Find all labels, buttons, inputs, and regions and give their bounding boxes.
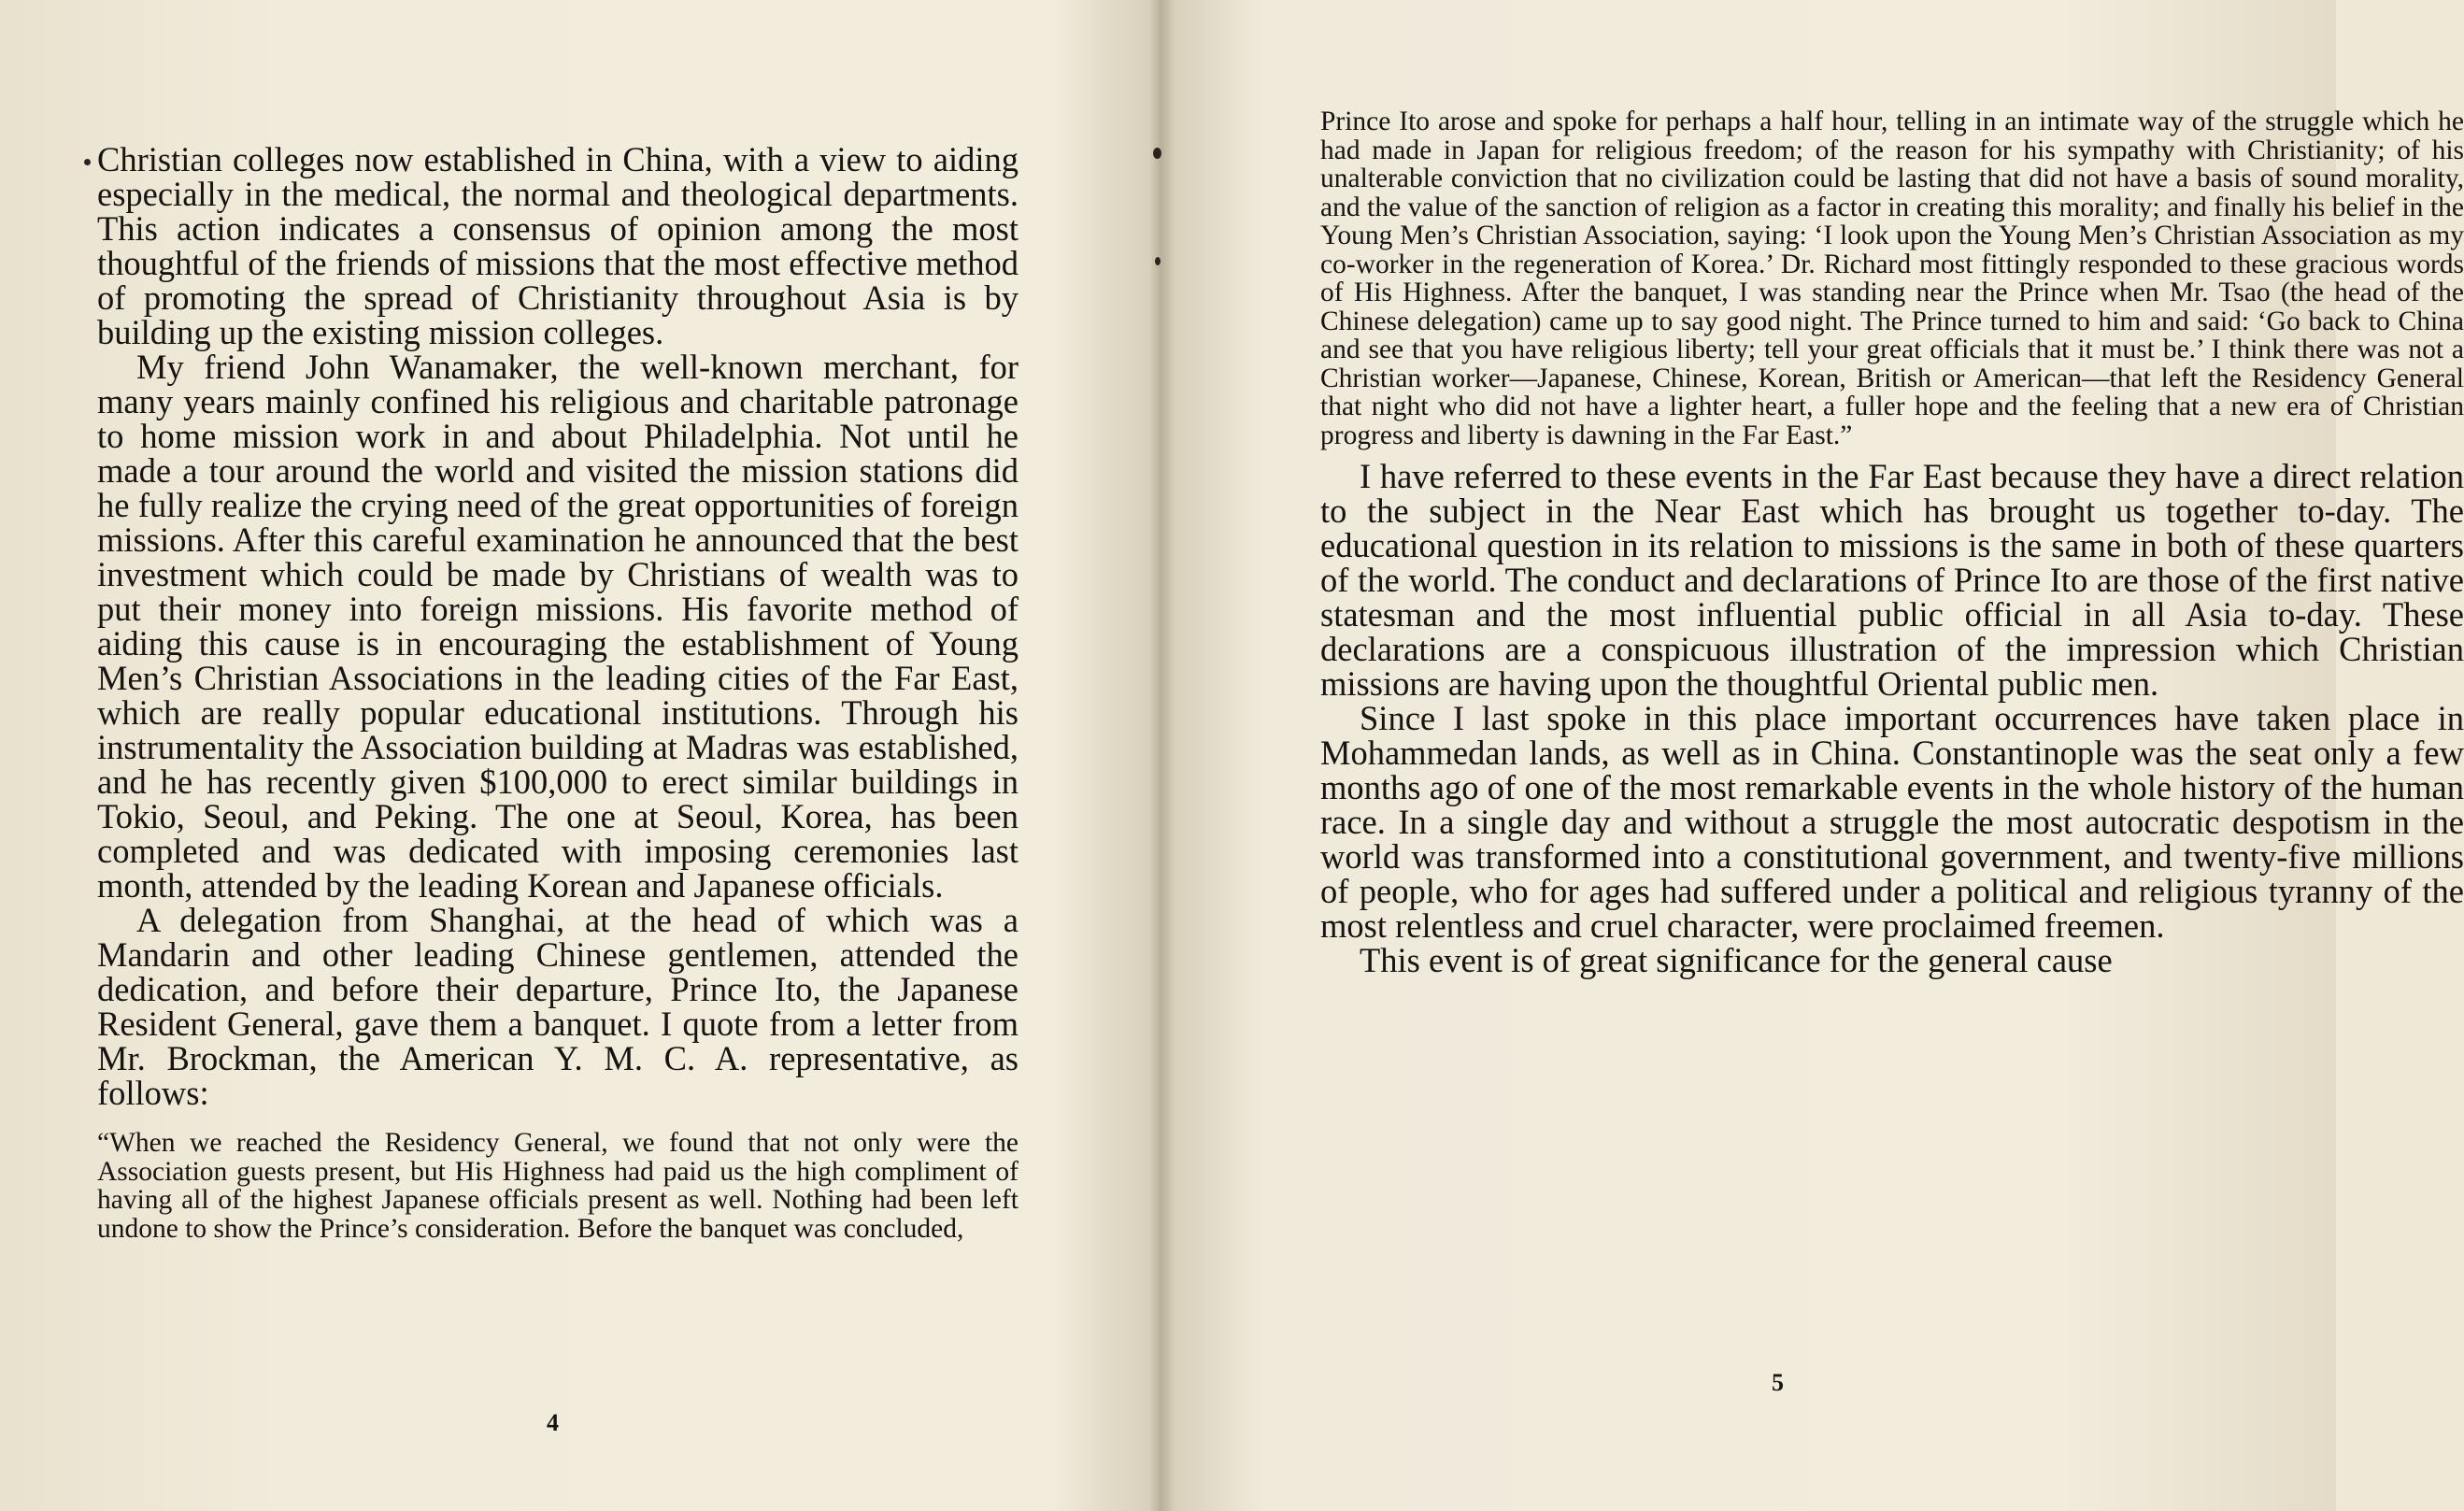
left-body-text (97, 142, 1018, 1110)
left-page-text (97, 142, 1018, 1243)
right-paragraph-2: Since I last spoke in this place important occurrences have taken place in Mohammedan lands, as well as in China. Constantinople was the seat only a few months ago of one of the most remarkable events in the whole history of the human race. In a single day and without a struggle the most autocratic despotism in the world was transformed into a constitutional government, and twenty-five millions of people, who for ages had suffered under a political and religious tyranny of the most relentless and cruel character, were proclaimed freemen. (1320, 699, 2464, 945)
right-paragraph-1: I have referred to these events in the Far East because they have a direct relation to the subject in the Near East which has brought us together to-day. The educational question in its relation to missions is the same in both of these quarters of the world. The conduct and declarations of Prince Ito are those of the first native statesman and the most influential public official in all Asia to-day. These declarations are a conspicuous illustration of the impression which Christian missions are having upon the thoughtful Oriental public men. (1320, 457, 2464, 703)
left-paragraph-3: A delegation from Shanghai, at the head of which was a Mandarin and other leading Chinese gentlemen, attended the dedication, and before their departure, Prince Ito, the Japanese Resident General, gave them a banquet. I quote from a letter from Mr. Brockman, the American Y. M. C. A. representative, as follows: (97, 901, 1018, 1112)
left-paragraph-1: Christian colleges now established in China, with a view to aiding especially in the medical, the normal and theological departments. This action indicates a consensus of opinion among the most thoughtful of the friends of missions that the most effective method of promoting the spread of Christianity throughout Asia is by building up the existing mission colleges. (97, 140, 1018, 351)
right-body-text (1320, 459, 2464, 977)
right-paragraph-3: This event is of great significance for the general cause (1360, 941, 2113, 979)
right-quote-block (1320, 107, 2464, 449)
binding-mark (1153, 148, 1161, 159)
left-quote-block (97, 1129, 1018, 1243)
right-page (1163, 0, 2464, 1511)
left-quote-text: “When we reached the Residency General, we found that not only were the Association guests present, but His Highness had paid us the high compliment of having all of the highest Japanese officials present as well. Nothing had been left undone to show the Prince’s consideration. Before the banquet was concluded, (97, 1128, 1018, 1244)
left-page-number: 4 (547, 1409, 559, 1436)
right-page-text (1320, 107, 2464, 977)
margin-dot-mark (84, 159, 91, 165)
left-page (0, 0, 1163, 1511)
binding-mark-lower (1155, 257, 1161, 265)
right-quote-text: Prince Ito arose and spoke for perhaps a half hour, telling in an intimate way of the struggle which he had made in Japan for religious freedom; of the reason for his sympathy with Christianity; of his unalterable conviction that no civilization could be lasting that did not have a basis of sound morality, and the value of the sanction of religion as a factor in creating this morality; and finally his belief in the Young Men’s Christian Association, saying: ‘I look upon the Young Men’s Christian Association as my co-worker in the regeneration of Korea.’ Dr. Richard most fittingly responded to these gracious words of His Highness. After the banquet, I was standing near the Prince when Mr. Tsao (the head of the Chinese delegation) came up to say good night. The Prince turned to him and said: ‘Go back to China and see that you have religious liberty; tell your great officials that it must be.’ I think there was not a Christian worker—Japanese, Chinese, Korean, British or American—that left the Residency General that night who did not have a lighter heart, a fuller hope and the feeling that a new era of Christian progress and liberty is dawning in the Far East.” (1320, 107, 2464, 450)
right-page-number: 5 (1772, 1369, 1784, 1396)
left-paragraph-2: My friend John Wanamaker, the well-known merchant, for many years mainly confined his religious and charitable patronage to home mission work in and about Philadelphia. Not until he made a tour around the world and visited the mission stations did he fully realize the crying need of the great opportunities of foreign missions. After this careful examination he announced that the best investment which could be made by Christians of wealth was to put their money into foreign missions. His favorite method of aiding this cause is in encouraging the establishment of Young Men’s Christian Associations in the leading cities of the Far East, which are really popular educational institutions. Through his instrumentality the Association building at Madras was established, and he has recently given $100,000 to erect similar buildings in Tokio, Seoul, and Peking. The one at Seoul, Korea, has been completed and was dedicated with imposing ceremonies last month, attended by the leading Korean and Japanese officials. (97, 348, 1018, 905)
